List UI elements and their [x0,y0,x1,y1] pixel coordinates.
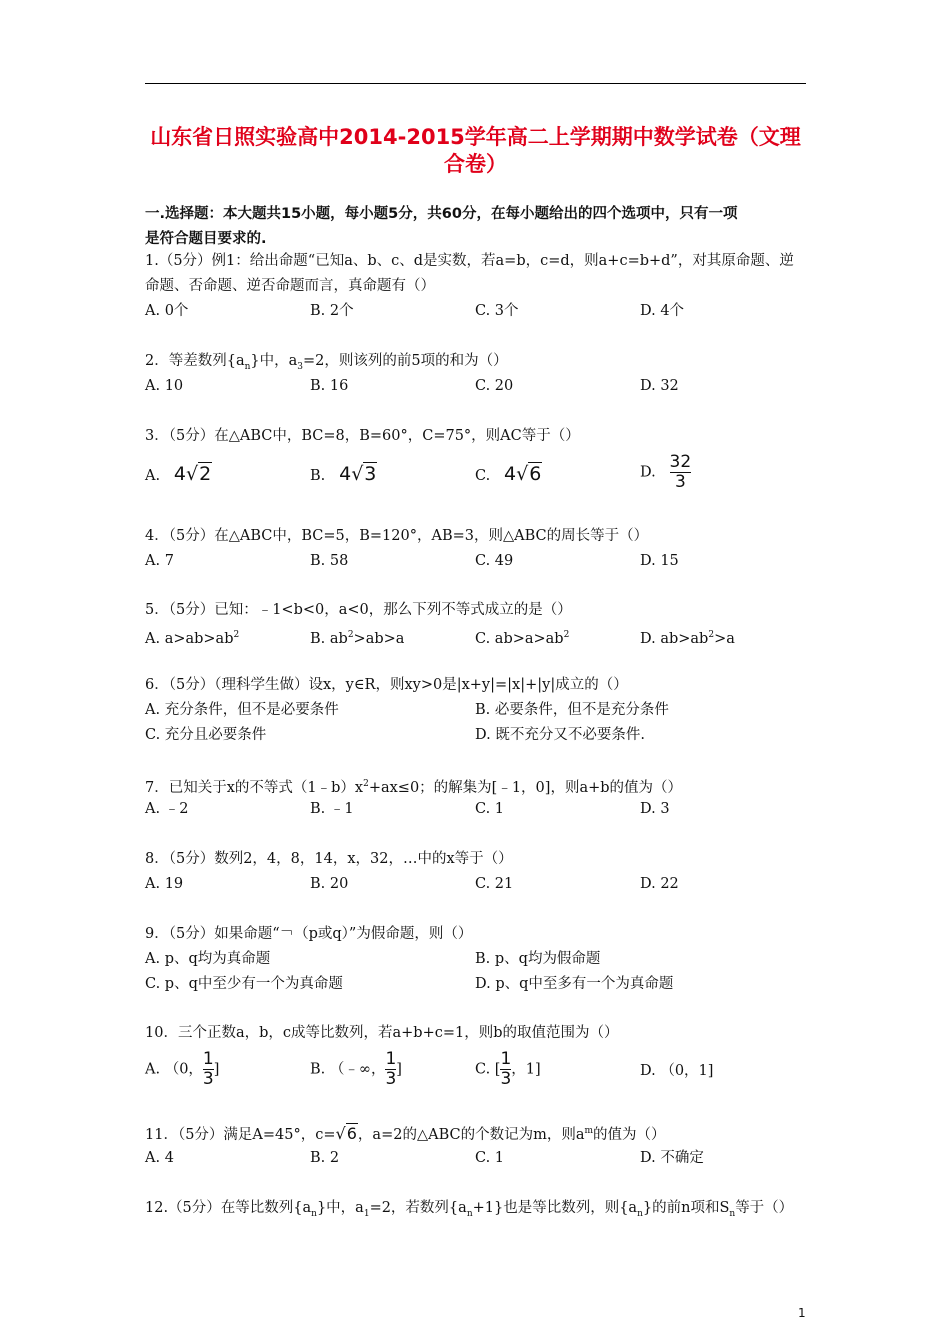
q4-option-d: D. 15 [640,553,679,569]
q2-option-a: A. 10 [145,378,184,394]
q9-option-b: B. p、q均为假命题 [475,951,601,967]
question-9: 9．（5分）如果命题“￢（p或q）”为假命题，则（） [145,926,473,942]
q3-option-d: D. $\frac{32}{3}$ [640,452,692,492]
q9-option-a: A. p、q均为真命题 [145,951,271,967]
question-7: 7．已知关于x的不等式$(1﹣b)x^2+ax\le 0$；的解集为[﹣1，0]，则a+b的值为（） [145,779,683,796]
q11-option-a: A. 4 [145,1150,174,1166]
fraction-1-3: $\frac{1}{3}$ [202,1049,214,1089]
q7-option-a: A. ﹣2 [145,801,189,817]
q5-option-c: C. $ab>a>ab^2$ [475,630,570,647]
q2-option-b: B. 16 [310,378,349,394]
q3-option-c: C. 4√6 [475,463,542,485]
title-line-1: 山东省日照实验高中2014-2015学年高二上学期期中数学试卷（文理 [150,125,801,149]
title-line-2: 合卷） [444,152,507,176]
question-2: 2．等差数列$\{a_n\}$中，$a_3=2$，则该列的前5项的和为（） [145,353,508,372]
q7-option-b: B. ﹣1 [310,801,354,817]
q5-option-a: A. $a>ab>ab^2$ [145,630,240,647]
q4-option-a: A. 7 [145,553,174,569]
q10-option-b: B. （﹣∞， $\frac{1}{3}$ ] [310,1049,402,1089]
q8-option-b: B. 20 [310,876,349,892]
exam-title [145,124,806,178]
q10-option-c: C. [ $\frac{1}{3}$ ，1] [475,1049,541,1089]
question-1-line-1: 1.（5分）例1：给出命题“已知a、b、c、d是实数，若a=b，c=d，则a+c=b+d”，对其原命题、逆 [145,253,794,269]
q3-option-b: B. 4√3 [310,463,377,485]
section-heading [145,202,806,252]
q2-option-d: D. 32 [640,378,679,394]
header-rule [145,83,806,84]
q5-option-d: D. $ab>ab^2>a$ [640,630,735,647]
q11-option-c: C. 1 [475,1150,505,1166]
q5-option-b: B. $ab^2>ab>a$ [310,630,405,647]
fraction-32-3: $\frac{32}{3}$ [669,452,692,492]
q2-option-c: C. 20 [475,378,514,394]
q6-option-a: A. 充分条件，但不是必要条件 [145,702,339,718]
q7-option-c: C. 1 [475,801,505,817]
q6-option-c: C. 充分且必要条件 [145,727,267,743]
q7-option-d: D. 3 [640,801,670,817]
q11-option-d: D. 不确定 [640,1150,704,1166]
q4-option-c: C. 49 [475,553,514,569]
fraction-1-3: $\frac{1}{3}$ [500,1049,512,1089]
q1-option-c: C. 3个 [475,303,519,319]
q1-option-b: B. 2个 [310,303,354,319]
q6-option-d: D. 既不充分又不必要条件. [475,727,645,743]
fraction-1-3: $\frac{1}{3}$ [385,1049,397,1089]
question-8: 8．（5分）数列2，4，8，14，x，32，…中的x等于（） [145,851,513,867]
question-10: 10．三个正数a，b，c成等比数列，若a+b+c=1，则b的取值范围为（） [145,1025,619,1041]
question-5: 5．（5分）已知：﹣1<b<0，a<0，那么下列不等式成立的是（） [145,602,572,618]
q8-option-c: C. 21 [475,876,514,892]
q3-option-a: A. 4√2 [145,463,212,485]
question-4: 4．（5分）在△ABC中，BC=5，B=120°，AB=3，则△ABC的周长等于（） [145,528,649,544]
question-1-line-2: 命题、否命题、逆否命题而言，真命题有（） [145,278,435,294]
q1-option-a: A. 0个 [145,303,189,319]
q6-option-b: B. 必要条件，但不是充分条件 [475,702,669,718]
q10-option-a: A. （0， $\frac{1}{3}$ ] [145,1049,220,1089]
q9-option-d: D. p、q中至多有一个为真命题 [475,976,674,992]
q10-option-d: D. （0，1] [640,1063,714,1079]
q1-option-d: D. 4个 [640,303,685,319]
q11-option-b: B. 2 [310,1150,340,1166]
section-line-2: 是符合题目要求的. [145,231,267,247]
question-11: 11．（5分）满足A=45°，c=√6，a=2的△ABC的个数记为m，则$a^m$的值为（） [145,1123,666,1143]
question-3: 3．（5分）在△ABC中，BC=8，B=60°，C=75°，则AC等于（） [145,428,580,444]
question-6: 6．（5分）（理科学生做）设x，y∈R，则xy>0是|x+y|=|x|+|y|成立的（） [145,677,628,693]
q8-option-d: D. 22 [640,876,679,892]
section-line-1: 一.选择题：本大题共15小题，每小题5分，共60分，在每小题给出的四个选项中，只有一项 [145,206,738,222]
q8-option-a: A. 19 [145,876,184,892]
question-12: 12.（5分）在等比数列$\{a_n\}$中，$a_1=2$，若数列$\{a_n+1\}$也是等比数列，则$\{a_n\}$的前n项和$S_n$等于（） [145,1200,794,1219]
page-number: 1 [798,1306,806,1320]
q4-option-b: B. 58 [310,553,349,569]
q9-option-c: C. p、q中至少有一个为真命题 [145,976,343,992]
